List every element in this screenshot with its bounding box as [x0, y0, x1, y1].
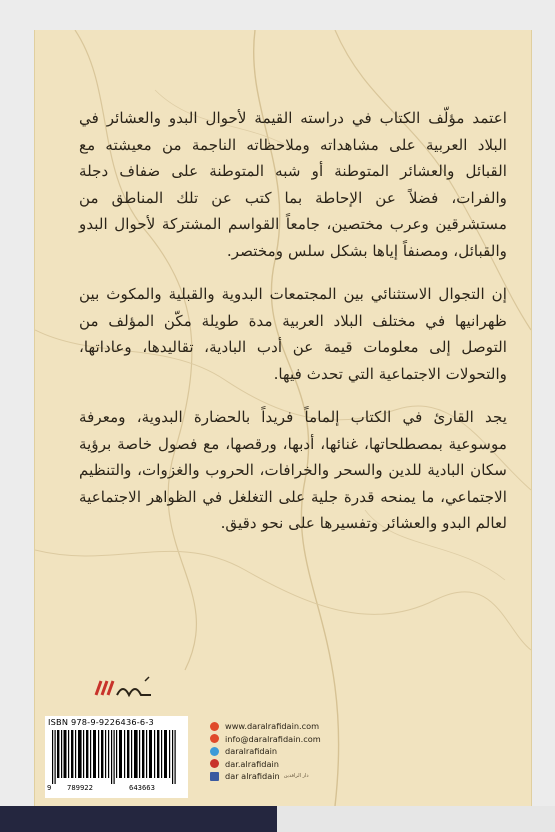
twitter-icon: [210, 747, 219, 756]
contact-facebook: [210, 770, 410, 783]
contact-twitter: [210, 745, 410, 758]
isbn-barcode: [45, 716, 188, 798]
blurb-paragraph-3: يجد القارئ في الكتاب إلماماً فريداً بالحضارة البدوية، ومعرفة موسوعية بمصطلحاتها، غنائها، أدبها، ورقصها، مع فصول خاصة برؤية سكان البادية للدين والسحر والخرافات، الحروب والغزوات، والتنظيم الاجتماعي، ما يمنحه قدرة جلية على التغلغل في الظواهر الاجتماعية لعالم البدو والعشائر وتفسيرها على نحو دقيق.: [79, 408, 507, 532]
contact-website: [210, 720, 410, 733]
barcode-digit-lead: 9: [47, 783, 52, 792]
barcode-digit-group-2: 643663: [129, 783, 155, 792]
twitter-text: daralrafidain: [225, 746, 278, 757]
isbn-number: ISBN 978-9-9226436-6-3: [48, 717, 154, 727]
blurb-paragraph-1: اعتمد مؤلّف الكتاب في دراسته القيمة لأحوال البدو والعشائر في البلاد العربية على مشاهداته وملاحظاته الناجمة من معيشته مع القبائل والعشائر المتوطنة أو شبه المتوطنة على ضفاف دجلة والفرات، فضلاً عن الإحاطة بما كتب عن تلك المناطق من مستشرقين وعرب مختصين، جامعاً القواسم المشتركة لأحوال البدو والقبائل، ومصنفاً إياها بشكل سلس ومختصر.: [79, 109, 507, 260]
globe-icon: [210, 722, 219, 731]
contact-email: [210, 733, 410, 746]
email-text: info@daralrafidain.com: [225, 733, 321, 744]
bottom-band: [0, 806, 555, 832]
facebook-arabic-name: دار الرافدين: [283, 773, 309, 780]
blurb-text: [79, 105, 507, 554]
instagram-text: dar.alrafidain: [225, 758, 279, 769]
back-cover: [34, 30, 532, 806]
contact-instagram: [210, 758, 410, 771]
website-text: www.daralrafidain.com: [225, 721, 320, 732]
facebook-icon: [210, 772, 219, 781]
contact-list: [210, 720, 410, 783]
email-icon: [210, 734, 219, 743]
publisher-logo: [93, 675, 155, 701]
blurb-paragraph-2: إن التجوال الاستثنائي بين المجتمعات البدوية والقبلية والمكوث بين ظهرانيها في مختلف البلاد العربية مدة طويلة مكّن المؤلف من التوصل إلى معلومات قيمة عن أدب البادية، تقاليدها، وعاداتها، والتحولات الاجتماعية التي تحدث فيها.: [79, 285, 507, 383]
barcode-digit-group-1: 789922: [67, 783, 93, 792]
barcode-bars: [50, 730, 182, 784]
facebook-text: dar alrafidain: [225, 771, 280, 782]
instagram-icon: [210, 759, 219, 768]
dark-stripe: [0, 806, 277, 832]
